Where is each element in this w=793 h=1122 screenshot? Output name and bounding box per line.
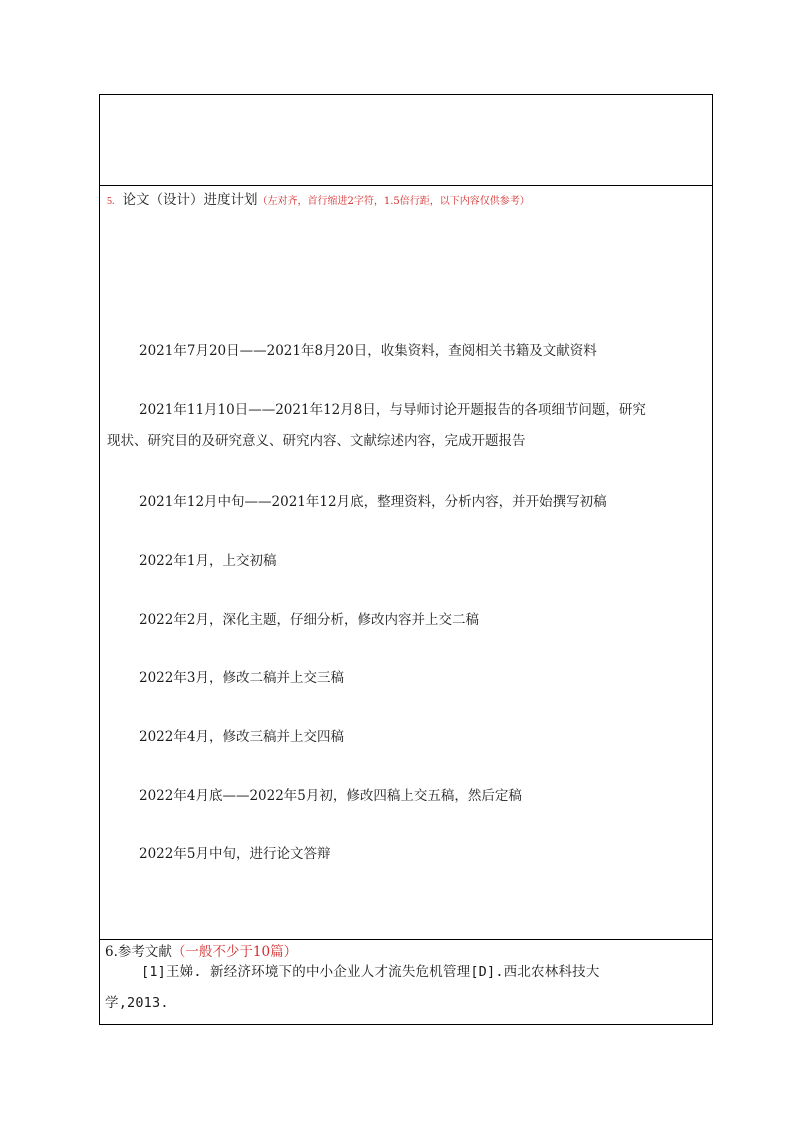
plan-item: 2022年4月，修改三稿并上交四稿 xyxy=(139,729,344,745)
plan-item: 2022年5月中旬，进行论文答辩 xyxy=(139,846,331,862)
reference-item: [1]王娣. 新经济环境下的中小企业人才流失危机管理[D].西北农林科技大 xyxy=(141,964,600,980)
plan-item: 2022年1月，上交初稿 xyxy=(139,553,277,569)
progress-plan-cell xyxy=(100,185,712,940)
plan-item-continuation: 现状、研究目的及研究意义、研究内容、文献综述内容，完成开题报告 xyxy=(107,433,526,449)
format-note: （左对齐，首行缩进2字符，1.5倍行距，以下内容仅供参考） xyxy=(257,196,530,207)
previous-section-cell xyxy=(100,95,712,186)
section-6-heading xyxy=(105,940,297,960)
form-table xyxy=(99,94,713,1025)
plan-item: 2022年2月，深化主题，仔细分析，修改内容并上交二稿 xyxy=(139,612,479,628)
plan-item: 2021年7月20日——2021年8月20日，收集资料，查阅相关书籍及文献资料 xyxy=(139,343,597,359)
references-cell xyxy=(100,939,712,1025)
reference-item-continuation: 学,2013. xyxy=(105,995,169,1011)
section-5-heading xyxy=(107,188,530,208)
section-number: 5. xyxy=(107,196,115,207)
plan-item: 2022年4月底——2022年5月初，修改四稿上交五稿，然后定稿 xyxy=(139,788,522,804)
references-note: （一般不少于10篇） xyxy=(171,944,298,960)
references-title: 6.参考文献 xyxy=(105,944,172,960)
plan-item: 2021年12月中旬——2021年12月底，整理资料，分析内容，并开始撰写初稿 xyxy=(139,494,607,510)
section-title: 论文（设计）进度计划 xyxy=(122,192,258,208)
plan-item: 2021年11月10日——2021年12月8日，与导师讨论开题报告的各项细节问题，研究 xyxy=(139,402,646,418)
plan-item: 2022年3月，修改二稿并上交三稿 xyxy=(139,670,344,686)
